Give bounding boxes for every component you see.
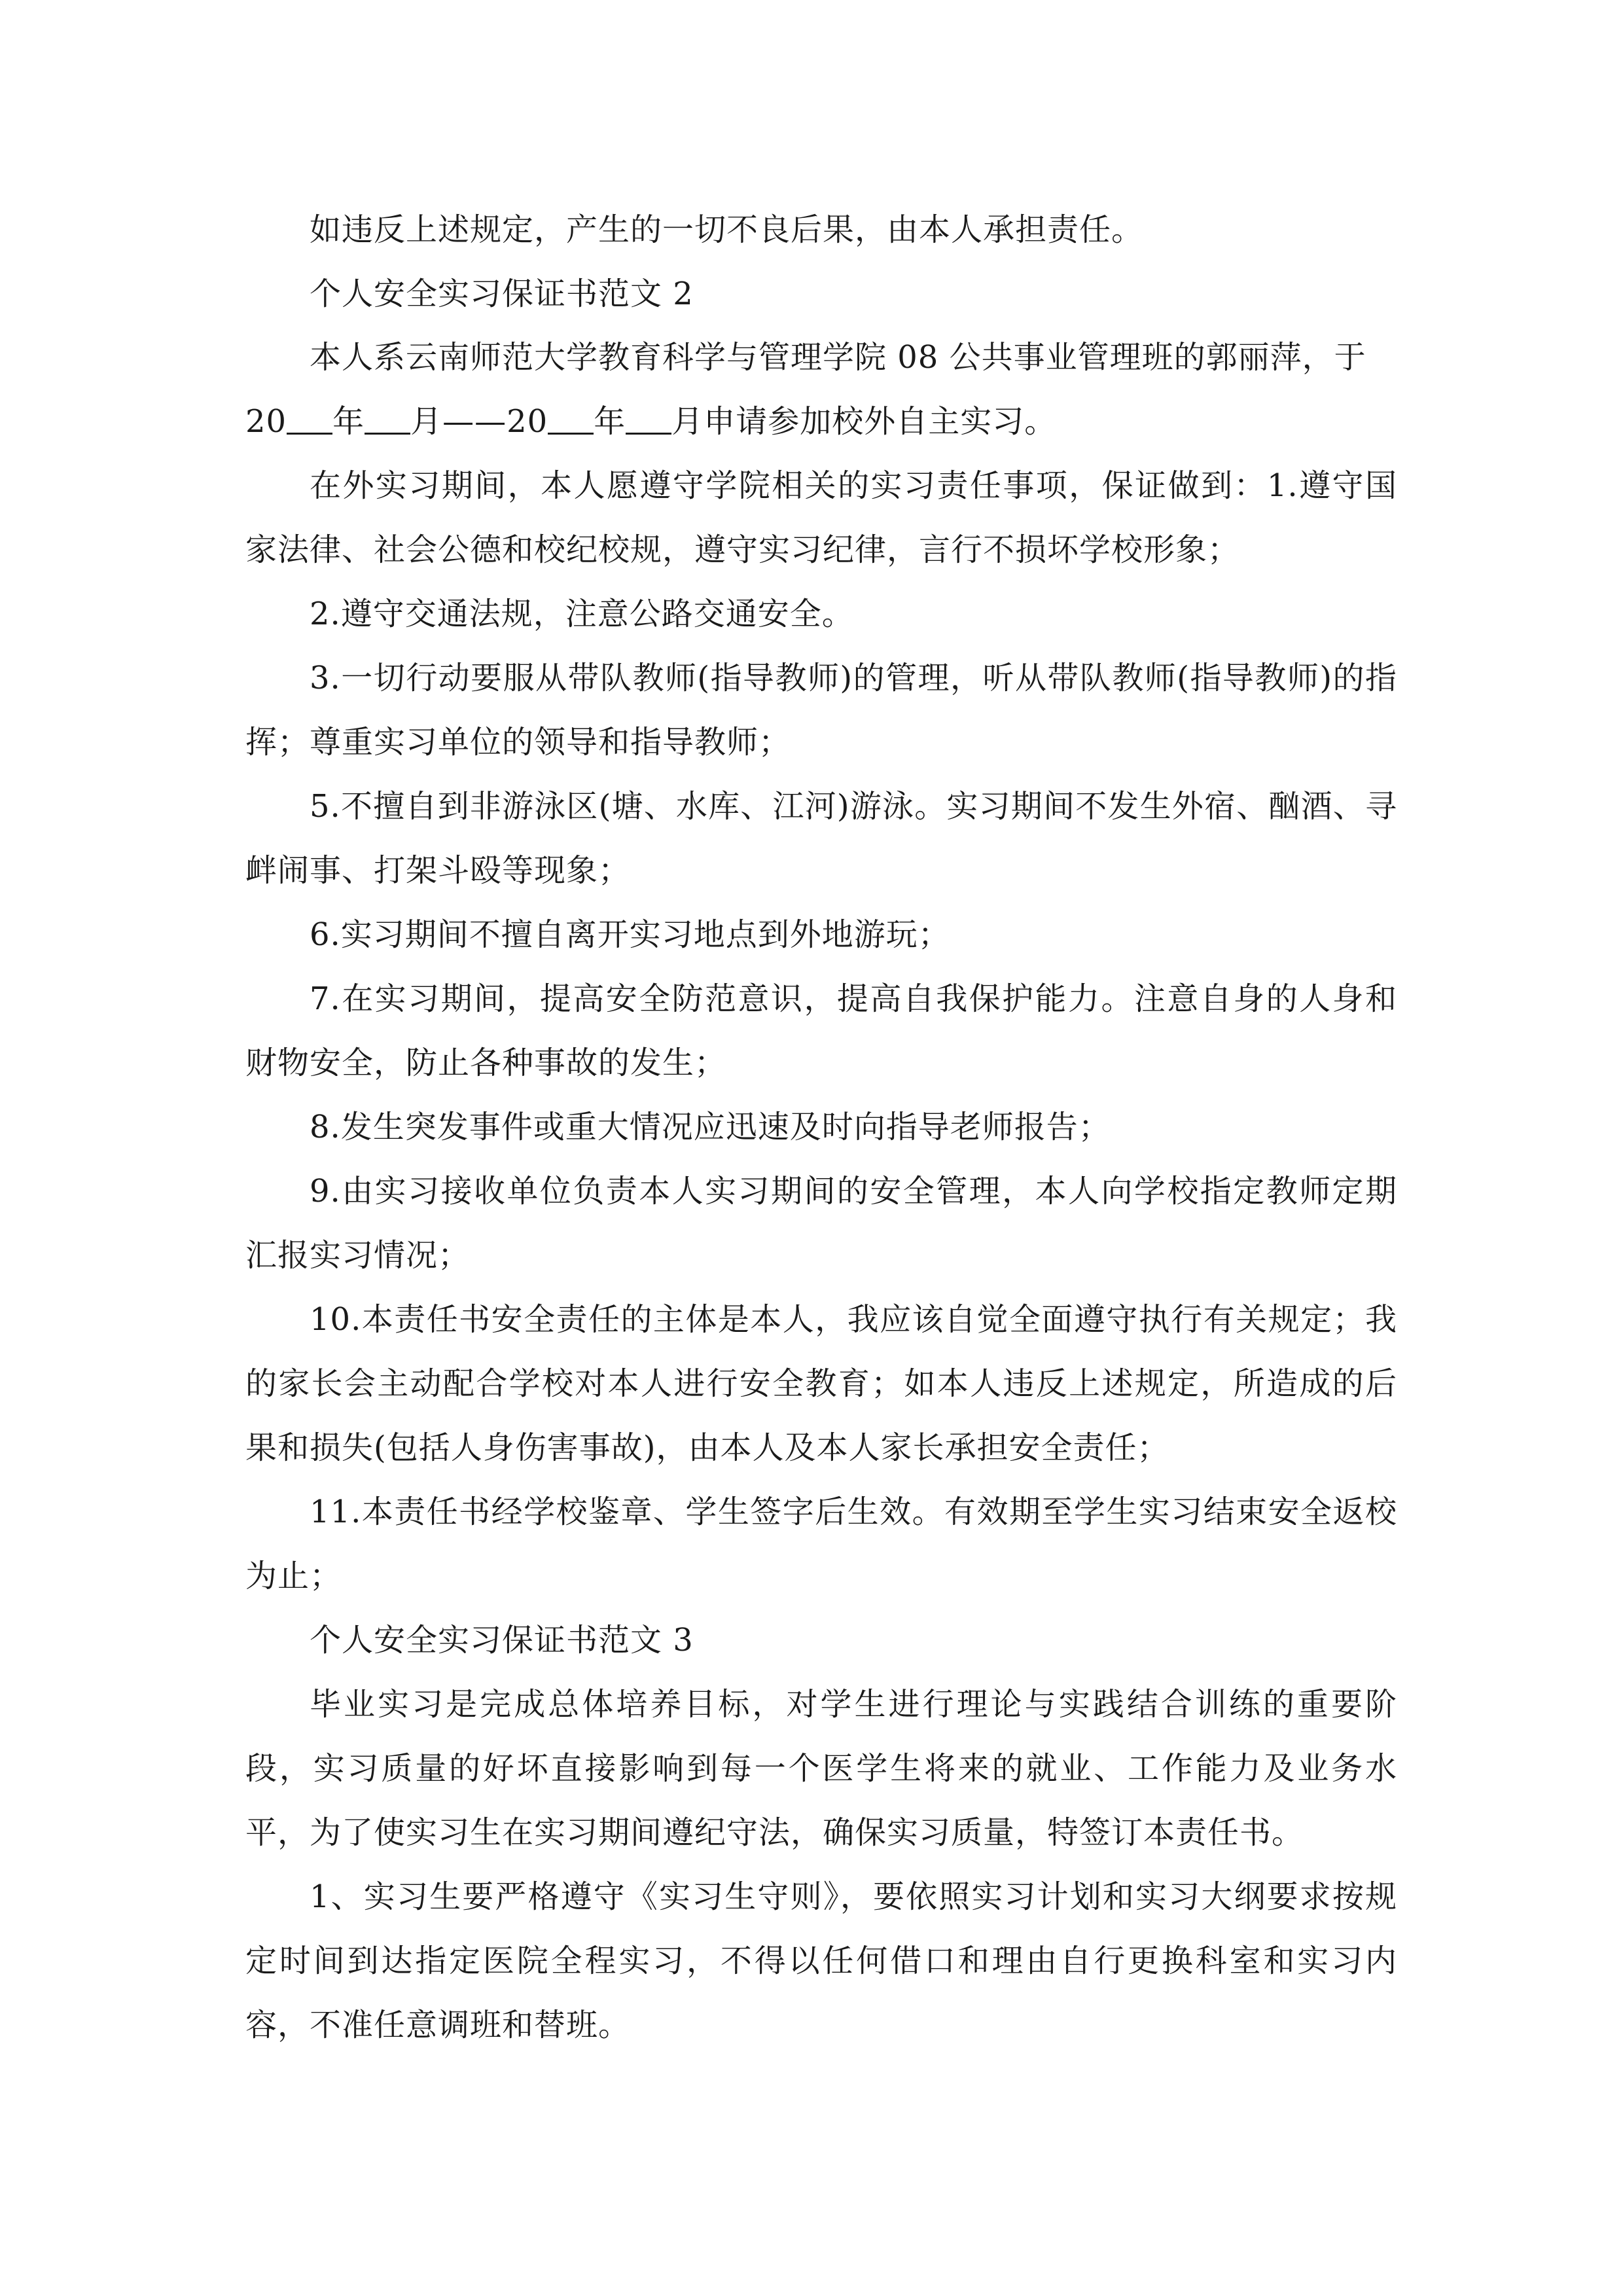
intro-tail: 月申请参加校外自主实习。 bbox=[671, 403, 1057, 440]
paragraph-intro-line1: 本人系云南师范大学教育科学与管理学院 08 公共事业管理班的郭丽萍，于 bbox=[310, 339, 1366, 376]
paragraph-item-8: 8.发生突发事件或重大情况应迅速及时向指导老师报告； bbox=[310, 1109, 1111, 1145]
paragraph-intro-line2 bbox=[245, 389, 1397, 454]
paragraph-item-1: 在外实习期间，本人愿遵守学院相关的实习责任事项，保证做到：1.遵守国家法律、社会公德和校纪校规，遵守实习纪律，言行不损坏学校形象； bbox=[245, 467, 1397, 568]
paragraph-item-3: 3.一切行动要服从带队教师(指导教师)的管理，听从带队教师(指导教师)的指挥；尊重实习单位的领导和指导教师； bbox=[245, 660, 1397, 761]
paragraph-item-2: 2.遵守交通法规，注意公路交通安全。 bbox=[310, 596, 854, 632]
paragraph-internship-purpose: 毕业实习是完成总体培养目标，对学生进行理论与实践结合训练的重要阶段，实习质量的好坏直接影响到每一个医学生将来的就业、工作能力及业务水平，为了使实习生在实习期间遵纪守法，确保实习质量，特签订本责任书。 bbox=[245, 1686, 1397, 1851]
year-label: 年 bbox=[332, 403, 365, 440]
paragraph-rule-1: 1、实习生要严格遵守《实习生守则》，要依照实习计划和实习大纲要求按规定时间到达指定医院全程实习，不得以任何借口和理由自行更换科室和实习内容，不准任意调班和替班。 bbox=[245, 1878, 1397, 2043]
paragraph-item-6: 6.实习期间不擅自离开实习地点到外地游玩； bbox=[310, 916, 950, 953]
blank-year-2 bbox=[548, 406, 594, 435]
section-heading-3: 个人安全实习保证书范文 3 bbox=[310, 1622, 694, 1659]
section-heading-2: 个人安全实习保证书范文 2 bbox=[310, 276, 694, 312]
paragraph-item-5: 5.不擅自到非游泳区(塘、水库、江河)游泳。实习期间不发生外宿、酗酒、寻衅闹事、打架斗殴等现象； bbox=[245, 788, 1397, 889]
paragraph-consequence: 如违反上述规定，产生的一切不良后果，由本人承担责任。 bbox=[310, 211, 1144, 248]
blank-month-1 bbox=[365, 406, 410, 435]
paragraph-item-7: 7.在实习期间，提高安全防范意识，提高自我保护能力。注意自身的人身和财物安全，防止各种事故的发生； bbox=[245, 980, 1397, 1081]
year-label-2: 年 bbox=[594, 403, 626, 440]
paragraph-item-10: 10.本责任书安全责任的主体是本人，我应该自觉全面遵守执行有关规定；我的家长会主动配合学校对本人进行安全教育；如本人违反上述规定，所造成的后果和损失(包括人身伤害事故)，由本人及本人家长承担安全责任； bbox=[245, 1301, 1397, 1466]
paragraph-item-9: 9.由实习接收单位负责本人实习期间的安全管理，本人向学校指定教师定期汇报实习情况； bbox=[245, 1173, 1397, 1274]
blank-year-1 bbox=[287, 406, 332, 435]
year-prefix: 20 bbox=[245, 403, 287, 440]
month-range: 月——20 bbox=[410, 403, 548, 440]
blank-month-2 bbox=[626, 406, 671, 435]
paragraph-item-11: 11.本责任书经学校鉴章、学生签字后生效。有效期至学生实习结束安全返校为止； bbox=[245, 1494, 1397, 1594]
